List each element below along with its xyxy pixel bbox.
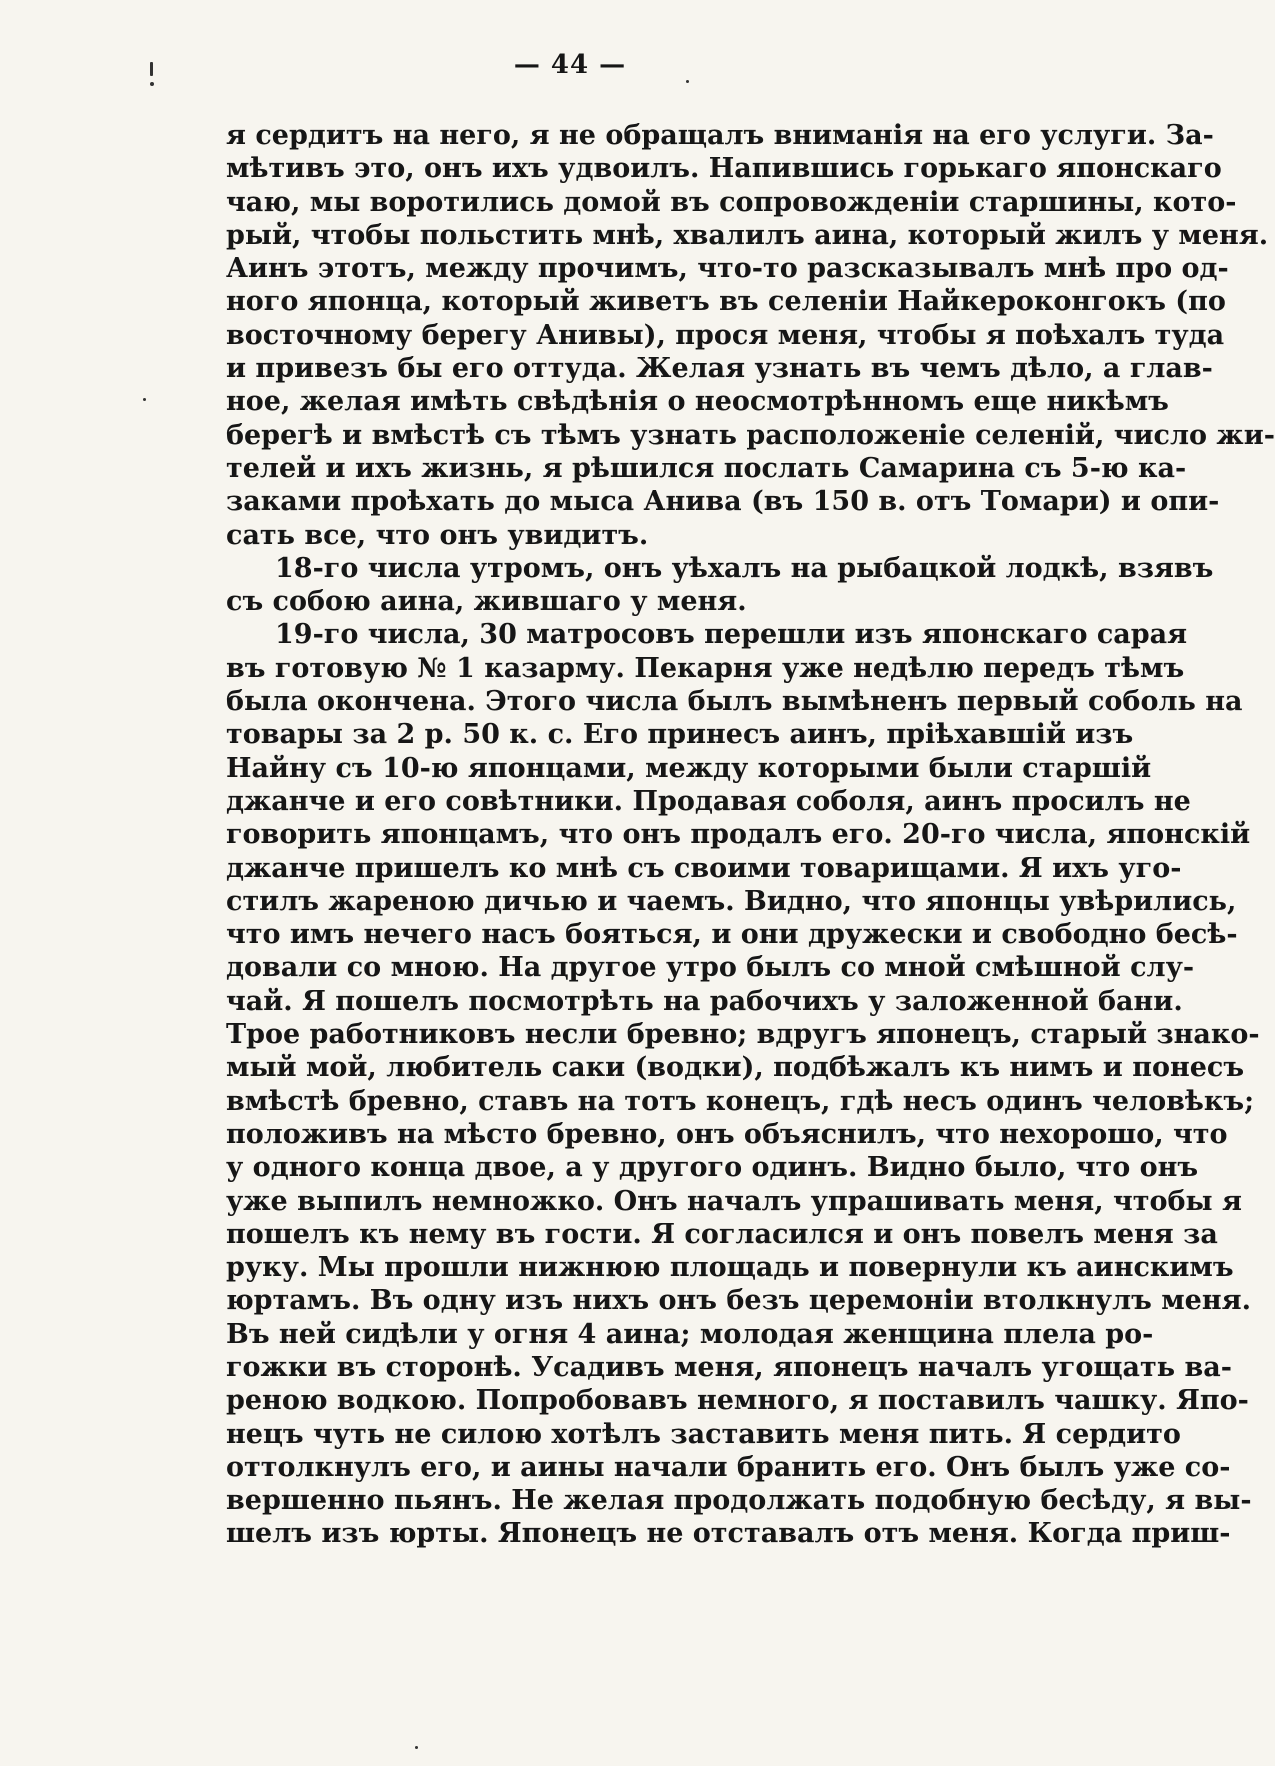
scan-speck xyxy=(150,62,153,76)
text-line: рый, чтобы польстить мнѣ, хвалилъ аина, который жилъ у меня. xyxy=(226,219,1269,251)
text-line: юртамъ. Въ одну изъ нихъ онъ безъ церемоніи втолкнулъ меня. xyxy=(226,1285,1251,1317)
text-line: чай. Я пошелъ посмотрѣть на рабочихъ у заложенной бани. xyxy=(226,985,1183,1017)
text-line: вершенно пьянъ. Не желая продолжать подобную бесѣду, я вы- xyxy=(226,1485,1252,1517)
text-line: вмѣстѣ бревно, ставъ на тотъ конецъ, гдѣ несъ одинъ человѣкъ; xyxy=(226,1085,1255,1117)
scan-speck xyxy=(686,80,689,83)
text-line: Трое работниковъ несли бревно; вдругъ японецъ, старый знако- xyxy=(226,1019,1260,1051)
text-line: положивъ на мѣсто бревно, онъ объяснилъ, что нехорошо, что xyxy=(226,1118,1228,1150)
page-number: — 44 — xyxy=(513,50,627,80)
text-line: ное, желая имѣть свѣдѣнія о неосмотрѣнномъ еще никѣмъ xyxy=(226,386,1169,418)
body-text xyxy=(226,119,1275,1551)
text-line: чаю, мы воротились домой въ сопровожденіи старшины, кото- xyxy=(226,186,1237,218)
text-line: шелъ изъ юрты. Японецъ не отставалъ отъ меня. Когда приш- xyxy=(226,1518,1231,1550)
text-line: заками проѣхать до мыса Анива (въ 150 в. отъ Томари) и опи- xyxy=(226,486,1220,518)
text-line: реною водкою. Попробовавъ немного, я поставилъ чашку. Япо- xyxy=(226,1385,1249,1417)
text-line: я сердитъ на него, я не обращалъ вниманія на его услуги. За- xyxy=(226,120,1214,151)
text-line: восточному берегу Анивы), прося меня, чтобы я поѣхалъ туда xyxy=(226,319,1225,351)
text-line: мый мой, любитель саки (водки), подбѣжалъ къ нимъ и понесъ xyxy=(226,1052,1245,1084)
text-line: берегѣ и вмѣстѣ съ тѣмъ узнать расположеніе селеній, число жи- xyxy=(226,419,1275,451)
text-line: Въ ней сидѣли у огня 4 аина; молодая женщина плела ро- xyxy=(226,1318,1154,1350)
text-line: телей и ихъ жизнь, я рѣшился послать Самарина съ 5-ю ка- xyxy=(226,452,1187,484)
text-line: ного японца, который живетъ въ селеніи Найкероконгокъ (по xyxy=(226,286,1226,318)
text-line: говорить японцамъ, что онъ продалъ его. 20-го числа, японскій xyxy=(226,819,1251,851)
text-line: и привезъ бы его оттуда. Желая узнать въ чемъ дѣло, а глав- xyxy=(226,353,1213,385)
text-line: мѣтивъ это, онъ ихъ удвоилъ. Напившись горькаго японскаго xyxy=(226,153,1222,185)
text-line: 18-го числа утромъ, онъ уѣхалъ на рыбацкой лодкѣ, взявъ xyxy=(275,552,1214,584)
text-line: сать все, что онъ увидитъ. xyxy=(226,519,649,551)
text-line: гожки въ сторонѣ. Усадивъ меня, японецъ началъ угощать ва- xyxy=(226,1351,1232,1383)
text-line: оттолкнулъ его, и аины начали бранить его. Онъ былъ уже со- xyxy=(226,1451,1231,1483)
text-line: пошелъ къ нему въ гости. Я согласился и онъ повелъ меня за xyxy=(226,1218,1218,1250)
text-line: джанче пришелъ ко мнѣ съ своими товарищами. Я ихъ уго- xyxy=(226,852,1182,884)
text-line: въ готовую № 1 казарму. Пекарня уже недѣлю передъ тѣмъ xyxy=(226,652,1185,684)
scan-speck xyxy=(143,398,146,401)
text-line: нецъ чуть не силою хотѣлъ заставить меня пить. Я сердито xyxy=(226,1418,1181,1450)
text-line: товары за 2 р. 50 к. с. Его принесъ аинъ, пріѣхавшій изъ xyxy=(226,719,1134,751)
text-line: стилъ жареною дичью и чаемъ. Видно, что японцы увѣрились, xyxy=(226,885,1237,917)
text-line: Найну съ 10-ю японцами, между которыми были старшій xyxy=(226,752,1152,784)
text-line: что имъ нечего насъ бояться, и они дружески и свободно бесѣ- xyxy=(226,919,1238,951)
scan-speck xyxy=(415,1746,418,1749)
text-line: довали со мною. На другое утро былъ со мной смѣшной слу- xyxy=(226,952,1195,984)
text-line: 19-го числа, 30 матросовъ перешли изъ японскаго сарая xyxy=(275,619,1188,651)
text-line: Аинъ этотъ, между прочимъ, что-то разсказывалъ мнѣ про од- xyxy=(226,253,1229,285)
text-line: уже выпилъ немножко. Онъ началъ упрашивать меня, чтобы я xyxy=(226,1185,1242,1217)
text-line: съ собою аина, жившаго у меня. xyxy=(226,586,747,618)
text-line: джанче и его совѣтники. Продавая соболя, аинъ просилъ не xyxy=(226,785,1191,817)
text-line: у одного конца двое, а у другого одинъ. Видно было, что онъ xyxy=(226,1152,1199,1184)
text-line: руку. Мы прошли нижнюю площадь и повернули къ аинскимъ xyxy=(226,1252,1234,1284)
text-line: была окончена. Этого числа былъ вымѣненъ первый соболь на xyxy=(226,686,1243,718)
scan-speck xyxy=(150,82,154,86)
